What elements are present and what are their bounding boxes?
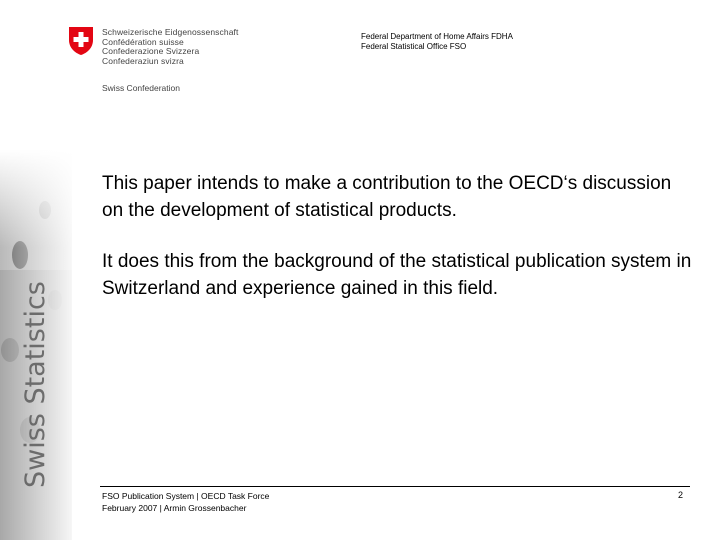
swiss-statistics-vertical-title: Swiss Statistics — [20, 281, 51, 488]
confederation-line-en: Swiss Confederation — [102, 83, 180, 93]
department-name: Federal Department of Home Affairs FDHA — [361, 32, 513, 41]
confederation-line-fr: Confédération suisse — [102, 36, 184, 47]
body-paragraph: This paper intends to make a contribution to the OECD‘s discussion on the development of statistical products. — [102, 173, 672, 221]
swiss-shield-icon — [68, 26, 94, 56]
department-header — [361, 32, 513, 52]
page-number: 2 — [678, 490, 684, 500]
body-paragraph: It does this from the background of the statistical publication system in Switzerland and experience gained in this field. — [102, 251, 692, 299]
slide-body — [102, 170, 692, 326]
office-name: Federal Statistical Office FSO — [361, 42, 467, 51]
confederation-line-rm: Confederaziun svizra — [102, 55, 184, 66]
confederation-line-it: Confederazione Svizzera — [102, 46, 200, 56]
confederation-names — [102, 28, 252, 66]
footer-info — [102, 490, 269, 514]
footer-divider — [100, 486, 690, 487]
sidebar-photo — [0, 150, 72, 540]
footer-line-1: FSO Publication System | OECD Task Force — [102, 491, 270, 501]
footer-line-2: February 2007 | Armin Grossenbacher — [102, 503, 247, 513]
confederation-line-de: Schweizerische Eidgenossenschaft — [102, 27, 239, 37]
